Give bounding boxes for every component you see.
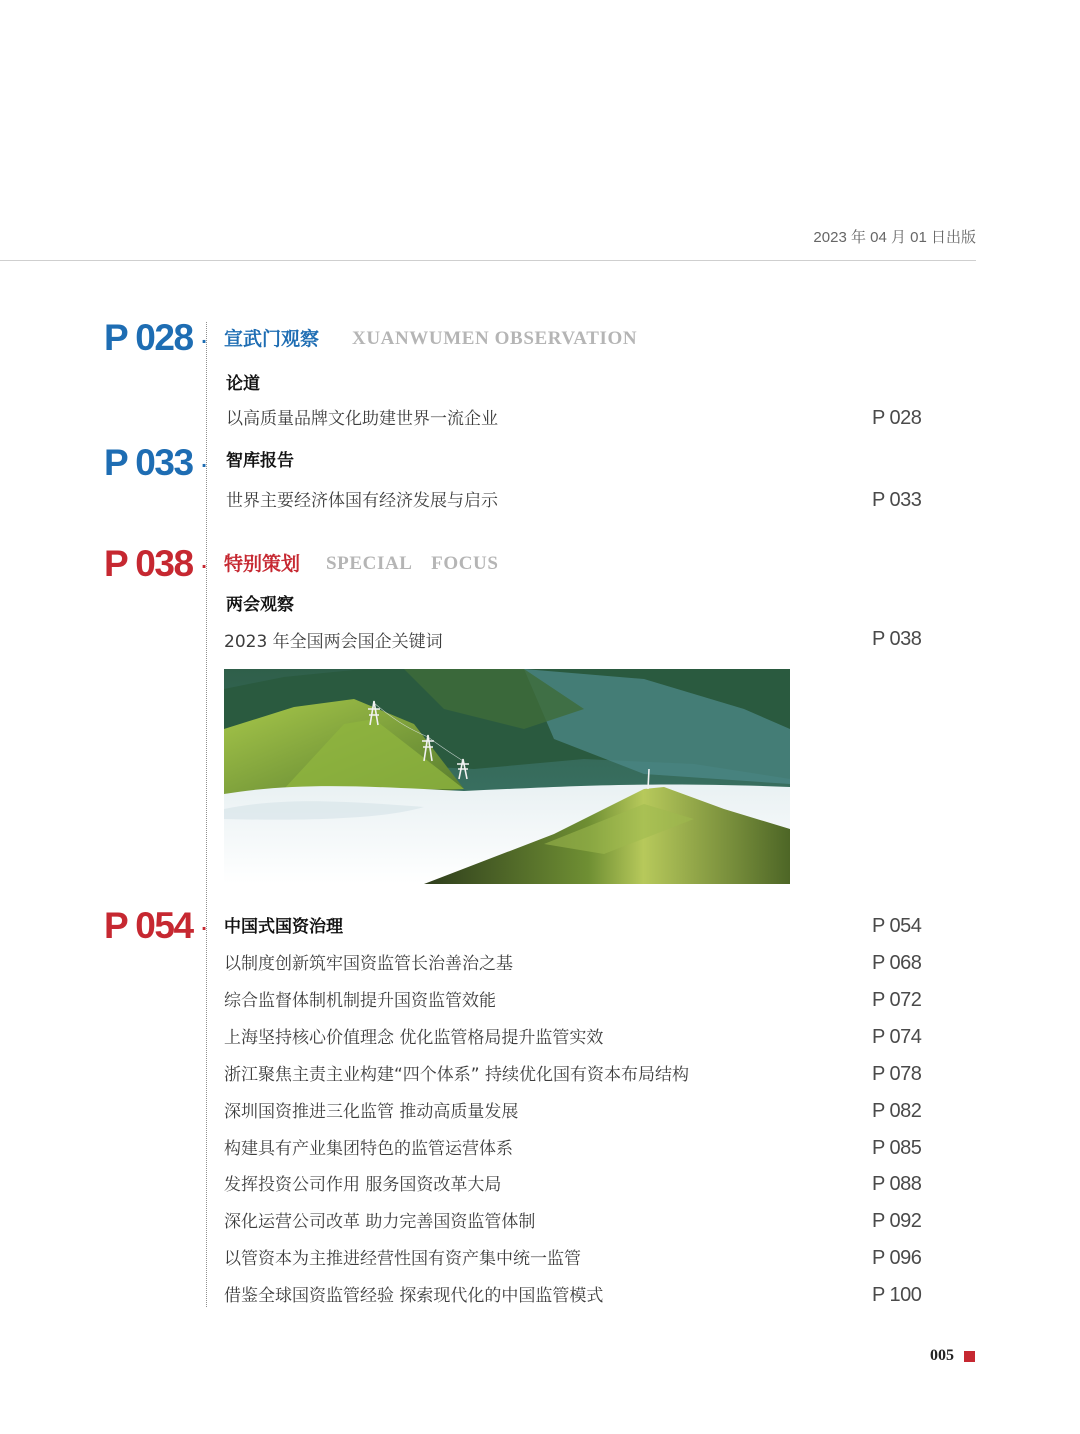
toc-entry[interactable]: 2023 年全国两会国企关键词: [224, 632, 443, 652]
page-number: 005: [930, 1347, 954, 1364]
section-dot: ·: [201, 919, 208, 938]
section-title-xuanwumen: 宣武门观察: [224, 328, 320, 350]
toc-page-number: P 096: [872, 1247, 922, 1269]
toc-entry[interactable]: 综合监督体制机制提升国资监管效能: [224, 991, 496, 1011]
column-label-lundao: 论道: [226, 374, 260, 394]
toc-entry[interactable]: 以制度创新筑牢国资监管长治善治之基: [224, 954, 513, 974]
section-title-governance: 中国式国资治理: [224, 917, 343, 937]
toc-entry[interactable]: 构建具有产业集团特色的监管运营体系: [224, 1139, 513, 1159]
section-title-special-focus: 特别策划: [224, 553, 301, 575]
toc-page-number: P 074: [872, 1026, 922, 1048]
section-number-033: P 033: [104, 442, 193, 483]
column-label-lianghui: 两会观察: [226, 595, 294, 615]
section-dot: ·: [201, 456, 208, 475]
section-number-038: P 038: [104, 543, 193, 584]
toc-page-number: P 072: [872, 989, 922, 1011]
toc-page-number: P 085: [872, 1137, 922, 1159]
section-title-en-special-focus: SPECIAL FOCUS: [326, 553, 499, 574]
toc-page-number: P 033: [872, 489, 922, 511]
toc-page-number: P 038: [872, 628, 922, 650]
publication-date: 2023 年 04 月 01 日出版: [813, 229, 976, 246]
toc-entry[interactable]: 深圳国资推进三化监管 推动高质量发展: [224, 1102, 519, 1122]
toc-page-number: P 054: [872, 915, 922, 937]
toc-page-number: P 100: [872, 1284, 922, 1306]
toc-entry[interactable]: 深化运营公司改革 助力完善国资监管体制: [224, 1212, 536, 1232]
section-number-028: P 028: [104, 317, 193, 358]
section-dot: ·: [201, 557, 208, 576]
toc-page-number: P 078: [872, 1063, 922, 1085]
section-title-think-tank: 智库报告: [226, 451, 294, 471]
section-number-054: P 054: [104, 905, 193, 946]
toc-page-number: P 082: [872, 1100, 922, 1122]
toc-entry[interactable]: 以管资本为主推进经营性国有资产集中统一监管: [224, 1249, 581, 1269]
toc-entry[interactable]: 以高质量品牌文化助建世界一流企业: [226, 409, 498, 429]
toc-page-number: P 068: [872, 952, 922, 974]
header-divider: [0, 260, 976, 261]
toc-entry[interactable]: 发挥投资公司作用 服务国资改革大局: [224, 1175, 502, 1195]
page-number-square: [964, 1351, 975, 1362]
toc-entry[interactable]: 借鉴全球国资监管经验 探索现代化的中国监管模式: [224, 1286, 604, 1306]
toc-entry[interactable]: 浙江聚焦主责主业构建“四个体系” 持续优化国有资本布局结构: [224, 1065, 690, 1085]
landscape-photo: [224, 669, 790, 884]
toc-entry[interactable]: 世界主要经济体国有经济发展与启示: [226, 491, 498, 511]
toc-entry[interactable]: 上海坚持核心价值理念 优化监管格局提升监管实效: [224, 1028, 604, 1048]
toc-page-number: P 028: [872, 407, 922, 429]
toc-page-number: P 092: [872, 1210, 922, 1232]
section-title-en-xuanwumen: XUANWUMEN OBSERVATION: [352, 328, 638, 349]
section-dot: ·: [201, 332, 208, 351]
toc-page-number: P 088: [872, 1173, 922, 1195]
